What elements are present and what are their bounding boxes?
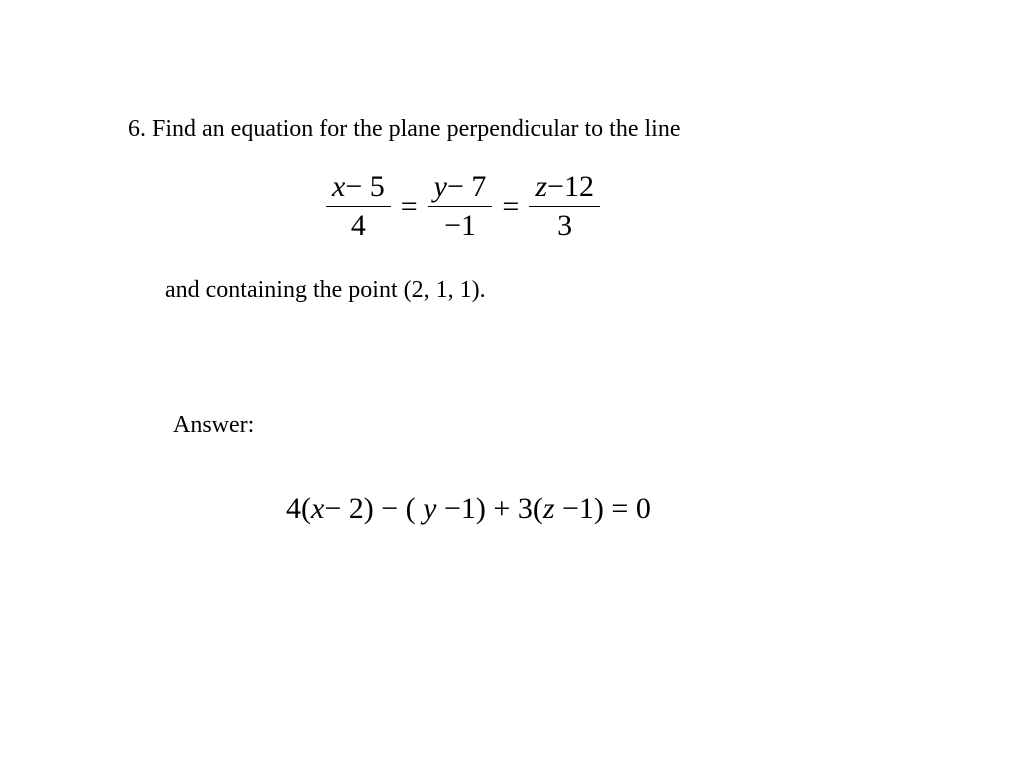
numerator-rest: − 7 — [447, 170, 487, 203]
variable-y: y — [423, 492, 437, 525]
point-condition-text: and containing the point (2, 1, 1). — [165, 277, 486, 303]
variable-y: y — [433, 170, 447, 203]
variable-z: z — [535, 170, 548, 203]
answer-label: Answer: — [173, 412, 255, 438]
equals-sign: = — [502, 189, 520, 223]
variable-x: x — [311, 492, 325, 525]
fraction-denominator: −1 — [444, 209, 476, 242]
fraction-denominator: 4 — [350, 209, 366, 242]
fraction-numerator — [428, 168, 493, 207]
fraction-x — [326, 168, 391, 245]
variable-x: x — [332, 170, 346, 203]
numerator-rest: −12 — [547, 170, 594, 203]
answer-equation — [286, 490, 651, 528]
fraction-z — [529, 168, 600, 245]
answer-part: −1) = 0 — [554, 492, 651, 525]
line-equation — [326, 168, 600, 245]
equals-sign: = — [400, 189, 418, 223]
fraction-y — [428, 168, 493, 245]
answer-part: −1) + 3( — [436, 492, 543, 525]
fraction-denominator: 3 — [557, 209, 573, 242]
fraction-numerator — [326, 168, 391, 207]
numerator-rest: − 5 — [345, 170, 385, 203]
problem-statement: 6. Find an equation for the plane perpendicular to the line — [128, 116, 681, 142]
fraction-numerator — [529, 168, 600, 207]
variable-z: z — [542, 492, 555, 525]
answer-part: − 2) − ( — [324, 492, 424, 525]
answer-part: 4( — [286, 492, 311, 525]
